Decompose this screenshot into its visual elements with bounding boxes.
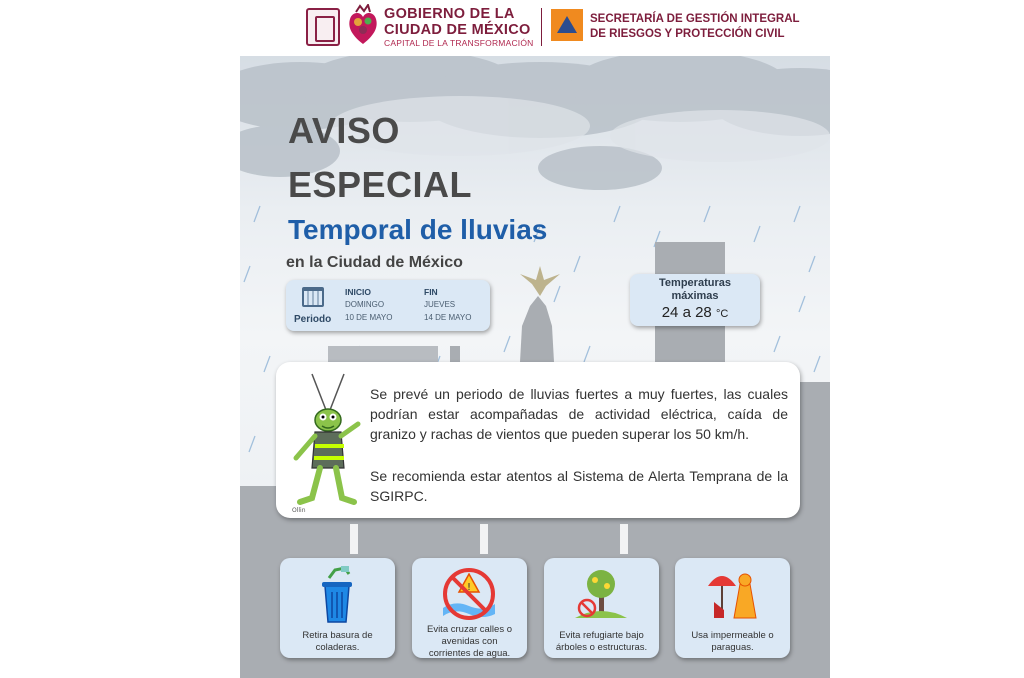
temperature-value — [630, 304, 760, 321]
message-box — [276, 362, 800, 518]
cdmx-seal-logo — [306, 8, 340, 46]
temperature-range: 24 a 28 — [661, 304, 712, 321]
poster — [240, 56, 830, 678]
card-4-line2: paraguas. — [711, 642, 754, 653]
umbrella-raincoat-icon — [700, 564, 764, 624]
recommendation-card-4 — [675, 558, 790, 658]
card-3-line2: árboles o estructuras. — [555, 642, 648, 653]
secretaria-line1: SECRETARÍA DE GESTIÓN INTEGRAL — [590, 13, 800, 25]
no-crossing-water-icon — [437, 564, 501, 624]
proteccion-civil-logo — [551, 9, 583, 41]
svg-text:!: ! — [467, 582, 472, 593]
card-1-text — [284, 630, 391, 654]
no-tree-shelter-icon — [569, 564, 633, 624]
gov-subtitle: CAPITAL DE LA TRANSFORMACIÓN — [384, 38, 534, 48]
temperature-label-line1: Temperaturas — [659, 277, 731, 289]
start-date: 10 DE MAYO — [345, 313, 393, 322]
card-1-line2: coladeras. — [315, 642, 360, 653]
secretaria-line2: DE RIESGOS Y PROTECCIÓN CIVIL — [590, 28, 785, 40]
title-line2: ESPECIAL — [288, 164, 473, 205]
end-date: 14 DE MAYO — [424, 313, 472, 322]
gov-title-line2: CIUDAD DE MÉXICO — [384, 22, 531, 38]
period-box — [286, 280, 490, 331]
period-label: Periodo — [294, 314, 332, 325]
start-day: DOMINGO — [345, 300, 385, 309]
calendar-icon — [302, 287, 324, 307]
temperature-box — [630, 274, 760, 326]
recommendation-card-3 — [544, 558, 659, 658]
card-1-line1: Retira basura de — [302, 630, 373, 641]
location: en la Ciudad de México — [286, 254, 463, 271]
secretaria-title — [590, 12, 800, 42]
trash-bin-icon — [305, 564, 369, 624]
card-2-line1: Evita cruzar calles o — [426, 624, 512, 635]
card-4-line1: Usa impermeable o — [691, 630, 774, 641]
header — [0, 0, 1024, 56]
cricket-mascot-icon — [282, 370, 370, 515]
mascot-caption: Ollin — [292, 507, 306, 514]
card-2-line2: avenidas con — [441, 636, 498, 647]
recommendation-card-2 — [412, 558, 527, 658]
card-3-text — [548, 630, 655, 654]
card-3-line1: Evita refugiarte bajo — [559, 630, 644, 641]
start-label: INICIO — [345, 287, 371, 297]
recommendation-card-1 — [280, 558, 395, 658]
end-label: FIN — [424, 287, 438, 297]
message-paragraph-2: Se recomienda estar atentos al Sistema de Alerta Temprana de la SGIRPC. — [370, 468, 788, 504]
gov-title — [384, 6, 531, 38]
temperature-label — [630, 277, 760, 303]
subtitle: Temporal de lluvias — [288, 214, 548, 245]
message-paragraph-1: Se prevé un periodo de lluvias fuertes a muy fuertes, las cuales podrían estar acompañadas de actividad eléctrica, caída de granizo y rachas de vientos que pueden superar los 50 km/h. — [370, 386, 788, 442]
end-day: JUEVES — [424, 300, 456, 309]
gov-title-line1: GOBIERNO DE LA — [384, 6, 515, 22]
header-divider — [541, 8, 542, 46]
card-2-text — [416, 624, 523, 660]
card-4-text — [679, 630, 786, 654]
title-line1: AVISO — [288, 110, 400, 151]
temperature-label-line2: máximas — [671, 290, 719, 302]
card-2-line3: corrientes de agua. — [428, 648, 511, 659]
cdmx-heart-logo — [346, 4, 380, 48]
temperature-unit: °C — [715, 308, 729, 320]
